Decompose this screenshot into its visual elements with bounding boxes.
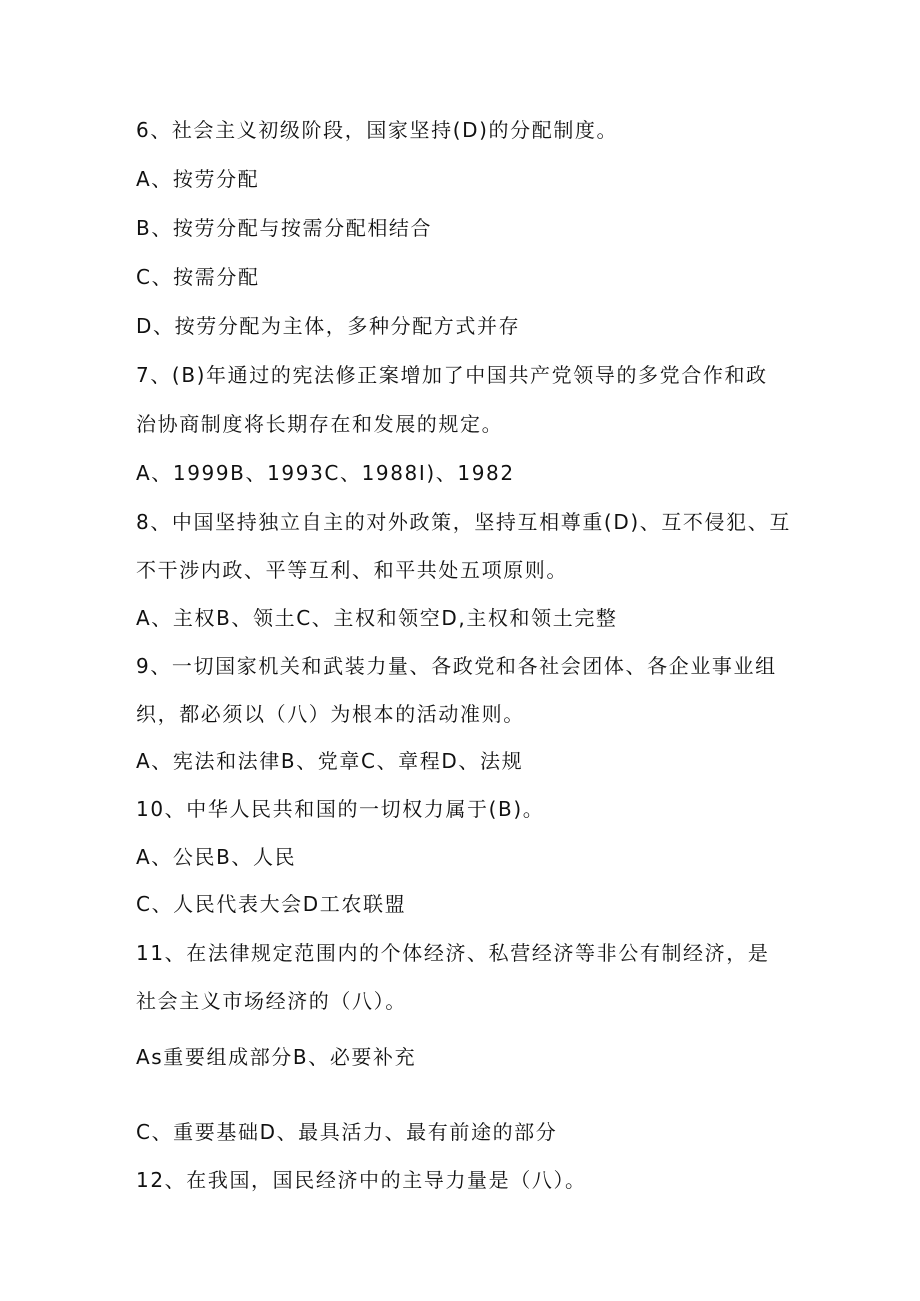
q11-options-cd: C、重要基础D、最具活力、最有前途的部分 <box>136 1120 558 1144</box>
q6-option-d: D、按劳分配为主体，多种分配方式并存 <box>136 314 521 338</box>
q8-stem-line1: 8、中国坚持独立自主的对外政策，坚持互相尊重(D)、互不侵犯、互 <box>136 510 791 534</box>
q6-option-c: C、按需分配 <box>136 265 260 289</box>
q11-stem-line2: 社会主义市场经济的（八）。 <box>136 989 407 1013</box>
q10-options-ab: A、公民B、人民 <box>136 845 297 869</box>
q8-stem-line2: 不干涉内政、平等互利、和平共处五项原则。 <box>136 558 568 582</box>
q6-stem: 6、社会主义初级阶段，国家坚持(D)的分配制度。 <box>136 118 619 142</box>
q8-options: A、主权B、领土C、主权和领空D,主权和领土完整 <box>136 606 618 630</box>
q11-stem-line1: 11、在法律规定范围内的个体经济、私营经济等非公有制经济，是 <box>136 941 770 965</box>
q9-options: A、宪法和法律B、党章C、章程D、法规 <box>136 749 524 773</box>
q10-stem: 10、中华人民共和国的一切权力属于(B)。 <box>136 797 545 821</box>
q9-stem-line1: 9、一切国家机关和武装力量、各政党和各社会团体、各企业事业组 <box>136 654 777 678</box>
q7-stem-line2: 治协商制度将长期存在和发展的规定。 <box>136 412 504 436</box>
q7-options: A、1999B、1993C、1988I)、1982 <box>136 461 515 485</box>
q10-options-cd: C、人民代表大会D工农联盟 <box>136 892 407 916</box>
q9-stem-line2: 织，都必须以（八）为根本的活动准则。 <box>136 702 525 726</box>
q6-option-a: A、按劳分配 <box>136 167 260 191</box>
q6-option-b: B、按劳分配与按需分配相结合 <box>136 216 433 240</box>
q12-stem: 12、在我国，国民经济中的主导力量是（八）。 <box>136 1168 587 1192</box>
q7-stem-line1: 7、(B)年通过的宪法修正案增加了中国共产党领导的多党合作和政 <box>136 363 768 387</box>
q11-options-ab: As重要组成部分B、必要补充 <box>136 1045 417 1069</box>
